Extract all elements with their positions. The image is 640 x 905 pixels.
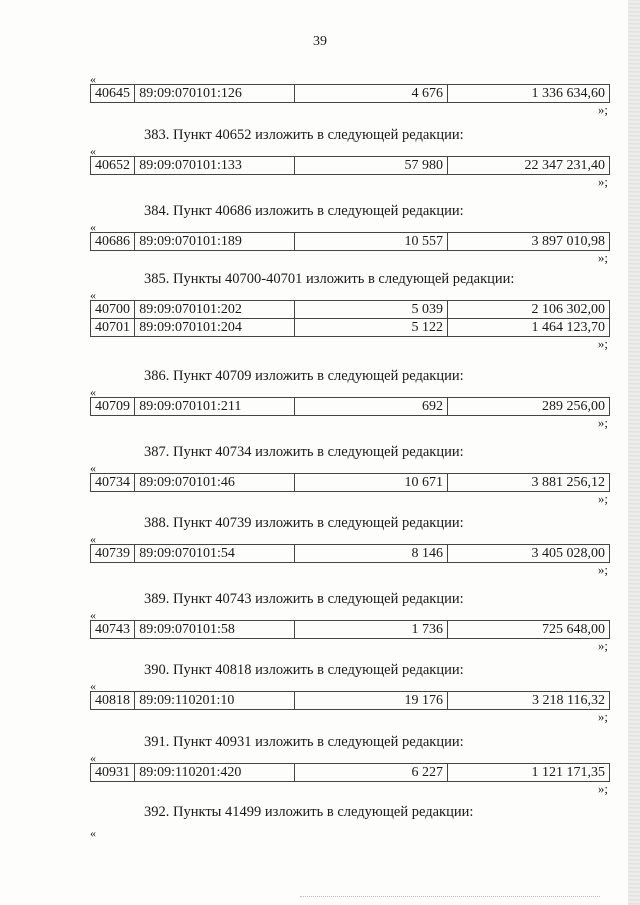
table-row bbox=[91, 319, 610, 337]
quote-open: « bbox=[90, 288, 96, 302]
area-value: 5 039 bbox=[295, 301, 448, 319]
amendment-block bbox=[90, 731, 610, 796]
data-table bbox=[90, 691, 610, 710]
instruction-text: 391. Пункт 40931 изложить в следующей редакции: bbox=[144, 734, 464, 750]
row-number: 40818 bbox=[91, 692, 135, 710]
cadastral-number: 89:09:110201:420 bbox=[135, 764, 295, 782]
table-row bbox=[91, 301, 610, 319]
instruction-text: 385. Пункты 40700-40701 изложить в следующей редакции: bbox=[144, 271, 515, 287]
data-table bbox=[90, 156, 610, 175]
cost-value: 1 336 634,60 bbox=[448, 85, 610, 103]
cadastral-number: 89:09:070101:133 bbox=[135, 157, 295, 175]
amendment-block bbox=[90, 588, 610, 653]
quote-close: »; bbox=[597, 709, 608, 724]
instruction-text: 387. Пункт 40734 изложить в следующей редакции: bbox=[144, 444, 464, 460]
area-value: 6 227 bbox=[295, 764, 448, 782]
amendment-block bbox=[90, 268, 610, 351]
quote-close: »; bbox=[597, 781, 608, 796]
area-value: 4 676 bbox=[295, 85, 448, 103]
instruction-text: 388. Пункт 40739 изложить в следующей редакции: bbox=[144, 515, 464, 531]
cadastral-number: 89:09:070101:46 bbox=[135, 474, 295, 492]
row-number: 40743 bbox=[91, 621, 135, 639]
data-table bbox=[90, 84, 610, 103]
row-number: 40645 bbox=[91, 85, 135, 103]
cost-value: 3 897 010,98 bbox=[448, 233, 610, 251]
amendment-block bbox=[90, 365, 610, 430]
row-number: 40734 bbox=[91, 474, 135, 492]
data-table bbox=[90, 620, 610, 639]
area-value: 10 557 bbox=[295, 233, 448, 251]
row-number: 40709 bbox=[91, 398, 135, 416]
data-table bbox=[90, 300, 610, 337]
area-value: 19 176 bbox=[295, 692, 448, 710]
area-value: 5 122 bbox=[295, 319, 448, 337]
area-value: 8 146 bbox=[295, 545, 448, 563]
cost-value: 1 464 123,70 bbox=[448, 319, 610, 337]
quote-open: « bbox=[90, 608, 96, 622]
table-row bbox=[91, 545, 610, 563]
quote-open: « bbox=[90, 532, 96, 546]
instruction-text: 383. Пункт 40652 изложить в следующей редакции: bbox=[144, 127, 464, 143]
amendment-block bbox=[90, 200, 610, 265]
quote-close: »; bbox=[597, 562, 608, 577]
row-number: 40686 bbox=[91, 233, 135, 251]
area-value: 1 736 bbox=[295, 621, 448, 639]
last-instruction-block bbox=[90, 801, 610, 823]
cadastral-number: 89:09:070101:211 bbox=[135, 398, 295, 416]
cadastral-number: 89:09:110201:10 bbox=[135, 692, 295, 710]
amendment-block bbox=[90, 441, 610, 506]
data-table bbox=[90, 397, 610, 416]
cost-value: 289 256,00 bbox=[448, 398, 610, 416]
top-table-block bbox=[90, 74, 610, 117]
quote-open: « bbox=[90, 751, 96, 765]
table-row bbox=[91, 85, 610, 103]
cadastral-number: 89:09:070101:202 bbox=[135, 301, 295, 319]
quote-open: « bbox=[90, 461, 96, 475]
quote-close: »; bbox=[597, 491, 608, 506]
quote-close: »; bbox=[597, 415, 608, 430]
quote-open: « bbox=[90, 679, 96, 693]
area-value: 692 bbox=[295, 398, 448, 416]
table-row bbox=[91, 157, 610, 175]
cost-value: 1 121 171,35 bbox=[448, 764, 610, 782]
quote-open: « bbox=[90, 144, 96, 158]
scan-artifact bbox=[300, 896, 600, 898]
instruction-text: 390. Пункт 40818 изложить в следующей редакции: bbox=[144, 662, 464, 678]
table-row bbox=[91, 398, 610, 416]
quote-close: »; bbox=[597, 336, 608, 351]
row-number: 40700 bbox=[91, 301, 135, 319]
table-row bbox=[91, 621, 610, 639]
cost-value: 3 881 256,12 bbox=[448, 474, 610, 492]
row-number: 40652 bbox=[91, 157, 135, 175]
instruction-text: 389. Пункт 40743 изложить в следующей редакции: bbox=[144, 591, 464, 607]
cadastral-number: 89:09:070101:189 bbox=[135, 233, 295, 251]
cost-value: 725 648,00 bbox=[448, 621, 610, 639]
quote-close: »; bbox=[597, 250, 608, 265]
page-number: 39 bbox=[313, 34, 327, 49]
quote-close: »; bbox=[597, 174, 608, 189]
quote-open: « bbox=[90, 220, 96, 234]
row-number: 40931 bbox=[91, 764, 135, 782]
cost-value: 22 347 231,40 bbox=[448, 157, 610, 175]
quote-close: »; bbox=[597, 638, 608, 653]
cadastral-number: 89:09:070101:54 bbox=[135, 545, 295, 563]
table-row bbox=[91, 764, 610, 782]
quote-open: « bbox=[90, 385, 96, 399]
cadastral-number: 89:09:070101:204 bbox=[135, 319, 295, 337]
table-row bbox=[91, 692, 610, 710]
scan-edge bbox=[628, 0, 640, 905]
table-row bbox=[91, 474, 610, 492]
instruction-text: 384. Пункт 40686 изложить в следующей редакции: bbox=[144, 203, 464, 219]
row-number: 40739 bbox=[91, 545, 135, 563]
instruction-text: 392. Пункты 41499 изложить в следующей редакции: bbox=[144, 804, 474, 820]
cost-value: 3 405 028,00 bbox=[448, 545, 610, 563]
amendment-block bbox=[90, 659, 610, 724]
quote-open: « bbox=[90, 826, 96, 840]
cost-value: 2 106 302,00 bbox=[448, 301, 610, 319]
instruction-text: 386. Пункт 40709 изложить в следующей редакции: bbox=[144, 368, 464, 384]
table-row bbox=[91, 233, 610, 251]
quote-close: »; bbox=[597, 102, 608, 117]
area-value: 10 671 bbox=[295, 474, 448, 492]
cadastral-number: 89:09:070101:126 bbox=[135, 85, 295, 103]
quote-open: « bbox=[90, 72, 96, 86]
data-table bbox=[90, 544, 610, 563]
area-value: 57 980 bbox=[295, 157, 448, 175]
cadastral-number: 89:09:070101:58 bbox=[135, 621, 295, 639]
amendment-block bbox=[90, 124, 610, 189]
data-table bbox=[90, 232, 610, 251]
row-number: 40701 bbox=[91, 319, 135, 337]
cost-value: 3 218 116,32 bbox=[448, 692, 610, 710]
amendment-block bbox=[90, 512, 610, 577]
data-table bbox=[90, 473, 610, 492]
data-table bbox=[90, 763, 610, 782]
